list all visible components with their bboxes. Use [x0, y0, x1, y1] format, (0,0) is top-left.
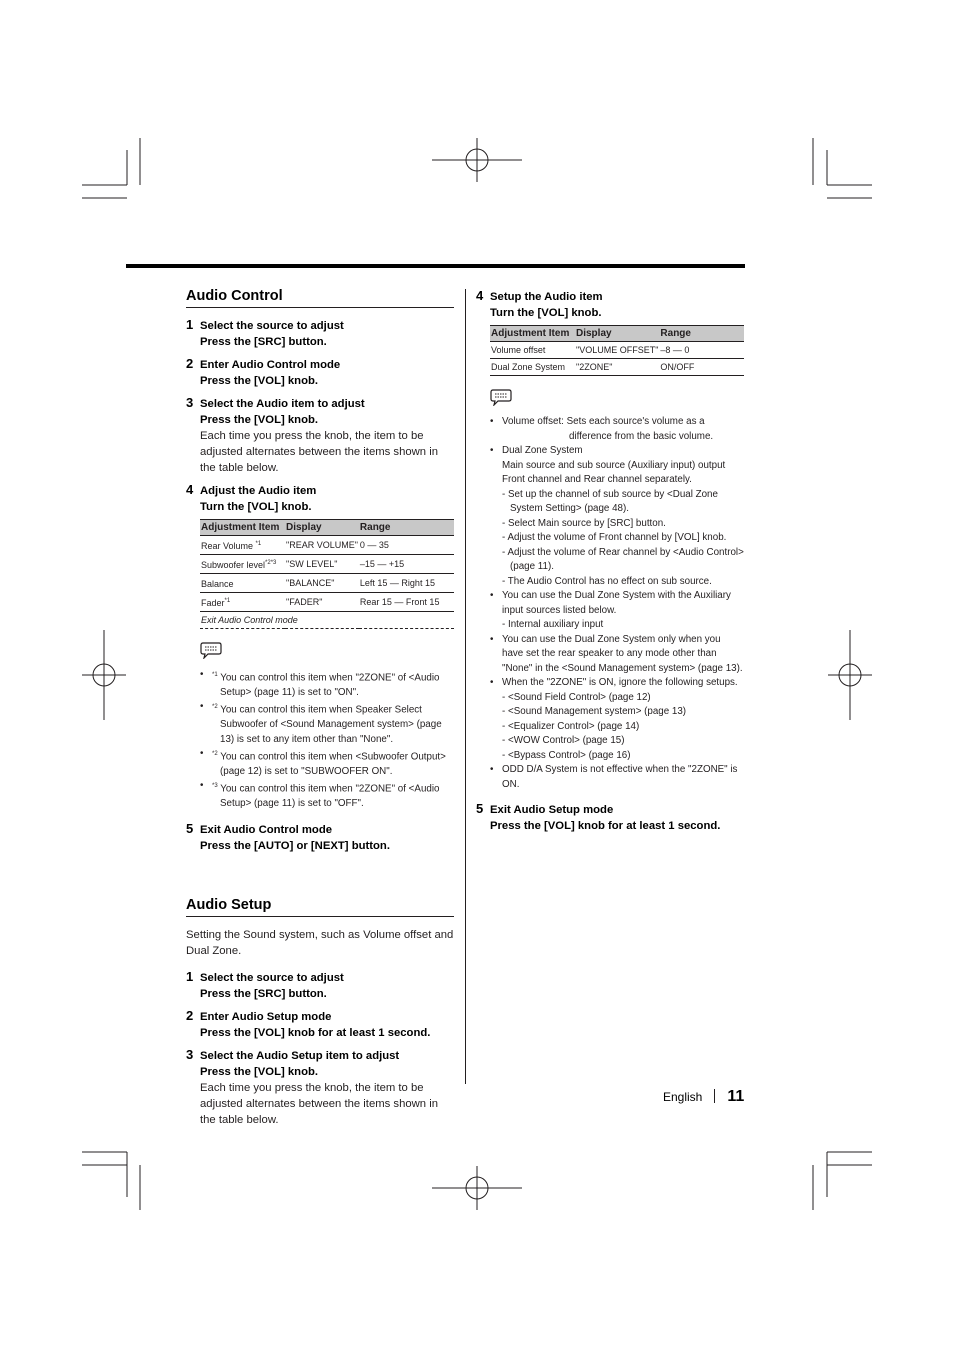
step [186, 1009, 454, 1041]
table-cell: Fader$^{*1}$ [200, 593, 285, 612]
step-number: 3 [186, 395, 194, 410]
audio-setup-section [186, 896, 454, 1128]
list-item: - Set up the channel of sub source by <Dual Zone System Setting> (page 48). [502, 488, 718, 514]
table-row [200, 574, 454, 593]
table-cell: Volume offset [490, 342, 575, 359]
audio-setup-table [490, 325, 744, 376]
notes-list [200, 668, 454, 812]
column-header: Adjustment Item [490, 326, 575, 342]
step-action: Press the [SRC] button. [200, 987, 327, 1000]
table-cell: "BALANCE" [285, 574, 359, 593]
step-description: Each time you press the knob, the item to be adjusted alternates between the items shown in the table below. [200, 1081, 439, 1126]
step [476, 289, 744, 376]
section-intro: Setting the Sound system, such as Volume offset and Dual Zone. [186, 928, 454, 957]
step-title: Select the source to adjust [200, 320, 344, 332]
step-title: Enter Audio Setup mode [200, 1010, 332, 1023]
step-action: Press the [VOL] knob for at least 1 second. [490, 820, 721, 832]
list-item: • $^{*1}$ You can control this item when "2ZONE" of <Audio Setup> (page 11) is set to "ON". [200, 668, 454, 700]
list-item: - Internal auxiliary input [502, 619, 604, 630]
column-header: Display [575, 326, 659, 342]
table-cell: Left 15 — Right 15 [359, 574, 454, 593]
list-item: - Adjust the volume of Rear channel by <Audio Control> (page 11). [502, 546, 744, 572]
table-cell: "2ZONE" [575, 359, 659, 376]
table-cell: Balance [200, 574, 285, 593]
list-item: - The Audio Control has no effect on sub source. [502, 575, 712, 587]
step-title: Exit Audio Setup mode [490, 804, 614, 816]
table-row [490, 342, 744, 359]
list-item: • ODD D/A System is not effective when the "2ZONE" is ON. [490, 763, 744, 792]
step [186, 483, 454, 629]
step-number: 1 [186, 968, 194, 984]
note-icon [490, 388, 512, 406]
table-cell: ON/OFF [659, 359, 744, 376]
step-title: Select the Audio item to adjust [200, 398, 365, 410]
column-header: Range [359, 520, 454, 536]
list-item: • $^{*2}$ You can control this item when Speaker Select Subwoofer of <Sound Management system> (page 13) is set to any item other than "None". [200, 700, 454, 747]
table-row [200, 593, 454, 612]
step-action: Press the [VOL] knob for at least 1 second. [200, 1026, 431, 1039]
table-cell: –8 — 0 [659, 342, 744, 359]
table-header-row [490, 326, 744, 342]
step-title: Enter Audio Control mode [200, 359, 341, 371]
page-footer [663, 1087, 744, 1106]
left-column [186, 287, 454, 1135]
table-cell: "SW LEVEL" [285, 555, 359, 574]
table-cell: –15 — +15 [359, 555, 454, 574]
step-title: Select the Audio Setup item to adjust [200, 1049, 400, 1062]
step-action: Turn the [VOL] knob. [490, 307, 602, 319]
step-title: Exit Audio Control mode [200, 823, 332, 836]
table-cell: Rear 15 — Front 15 [359, 593, 454, 612]
step-description: Each time you press the knob, the item to be adjusted alternates between the items shown in the table below. [200, 430, 439, 474]
column-divider [465, 289, 466, 1084]
list-item: - <Bypass Control> (page 16) [502, 749, 631, 761]
table-cell: Subwoofer level$^{*2*3}$ [200, 555, 285, 574]
step-number: 1 [186, 317, 194, 332]
step-number: 3 [186, 1046, 194, 1062]
audio-control-table [200, 519, 454, 629]
list-item: - <WOW Control> (page 15) [502, 735, 625, 746]
section-title: Audio Control [186, 287, 454, 308]
table-cell: "REAR VOLUME" [285, 536, 359, 555]
list-item: • When the "2ZONE" is ON, ignore the following setups. [490, 676, 744, 691]
step-action: Press the [AUTO] or [NEXT] button. [200, 839, 390, 852]
footer-separator [714, 1089, 715, 1103]
step-action: Press the [SRC] button. [200, 336, 327, 348]
step-number: 4 [476, 288, 484, 303]
list-item: • You can use the Dual Zone System only when you have set the rear speaker to any mode other than "None" in the <Sound Management system> (page 13). [490, 633, 744, 677]
list-item: • $^{*3}$ You can control this item when "2ZONE" of <Audio Setup> (page 11) is set to "OFF". [200, 779, 454, 811]
list-item: - <Sound Field Control> (page 12) [502, 691, 651, 703]
step-number: 5 [186, 820, 194, 836]
page-number: 11 [727, 1088, 745, 1105]
note-icon [200, 641, 222, 659]
step-action: Press the [VOL] knob. [200, 1065, 319, 1078]
step-action: Press the [VOL] knob. [200, 375, 319, 387]
list-item: • $^{*2}$ You can control this item when <Subwoofer Output> (page 12) is set to "SUBWOOFER ON". [200, 747, 454, 779]
list-item: - Adjust the volume of Front channel by [VOL] knob. [502, 532, 727, 543]
table-row [200, 536, 454, 555]
notes-list [490, 415, 744, 792]
list-item: - Select Main source by [SRC] button. [502, 517, 666, 529]
step-number: 2 [186, 356, 194, 371]
table-row [200, 555, 454, 574]
list-item: • Volume offset: Sets each source's volume as a difference from the basic volume. [490, 415, 744, 444]
step-action: Turn the [VOL] knob. [200, 501, 312, 513]
step [186, 822, 454, 854]
step-number: 5 [476, 801, 484, 816]
step-action: Press the [VOL] knob. [200, 414, 319, 426]
table-cell: "FADER" [285, 593, 359, 612]
step-title: Select the source to adjust [200, 971, 344, 984]
right-column [476, 289, 744, 841]
list-item: - <Sound Management system> (page 13) [502, 706, 687, 717]
step [186, 318, 454, 350]
step-number: 4 [186, 482, 194, 497]
footer-language: English [663, 1090, 703, 1104]
table-cell: Dual Zone System [490, 359, 575, 376]
list-item: • Dual Zone System Main source and sub source (Auxiliary input) output Front channel and Rear channel separately. [490, 444, 744, 488]
step [476, 802, 744, 834]
step [186, 357, 454, 389]
list-item: - <Equalizer Control> (page 14) [502, 720, 640, 732]
table-cell: "VOLUME OFFSET" [575, 342, 659, 359]
table-cell: Exit Audio Control mode [200, 612, 454, 629]
audio-control-section [186, 287, 454, 854]
header-rule [126, 264, 745, 268]
list-item: • You can use the Dual Zone System with the Auxiliary input sources listed below. [490, 589, 744, 618]
step [186, 396, 454, 476]
table-cell: Rear Volume $^{*1}$ [200, 536, 285, 555]
table-header-row [200, 520, 454, 536]
step-number: 2 [186, 1007, 194, 1023]
column-header: Range [659, 326, 744, 342]
step-title: Adjust the Audio item [200, 485, 317, 497]
step [186, 1048, 454, 1128]
table-row [490, 359, 744, 376]
table-cell: 0 — 35 [359, 536, 454, 555]
column-header: Display [285, 520, 359, 536]
column-header: Adjustment Item [200, 520, 285, 536]
table-row [200, 612, 454, 629]
section-title: Audio Setup [186, 896, 454, 917]
step-title: Setup the Audio item [490, 291, 603, 303]
step [186, 970, 454, 1002]
